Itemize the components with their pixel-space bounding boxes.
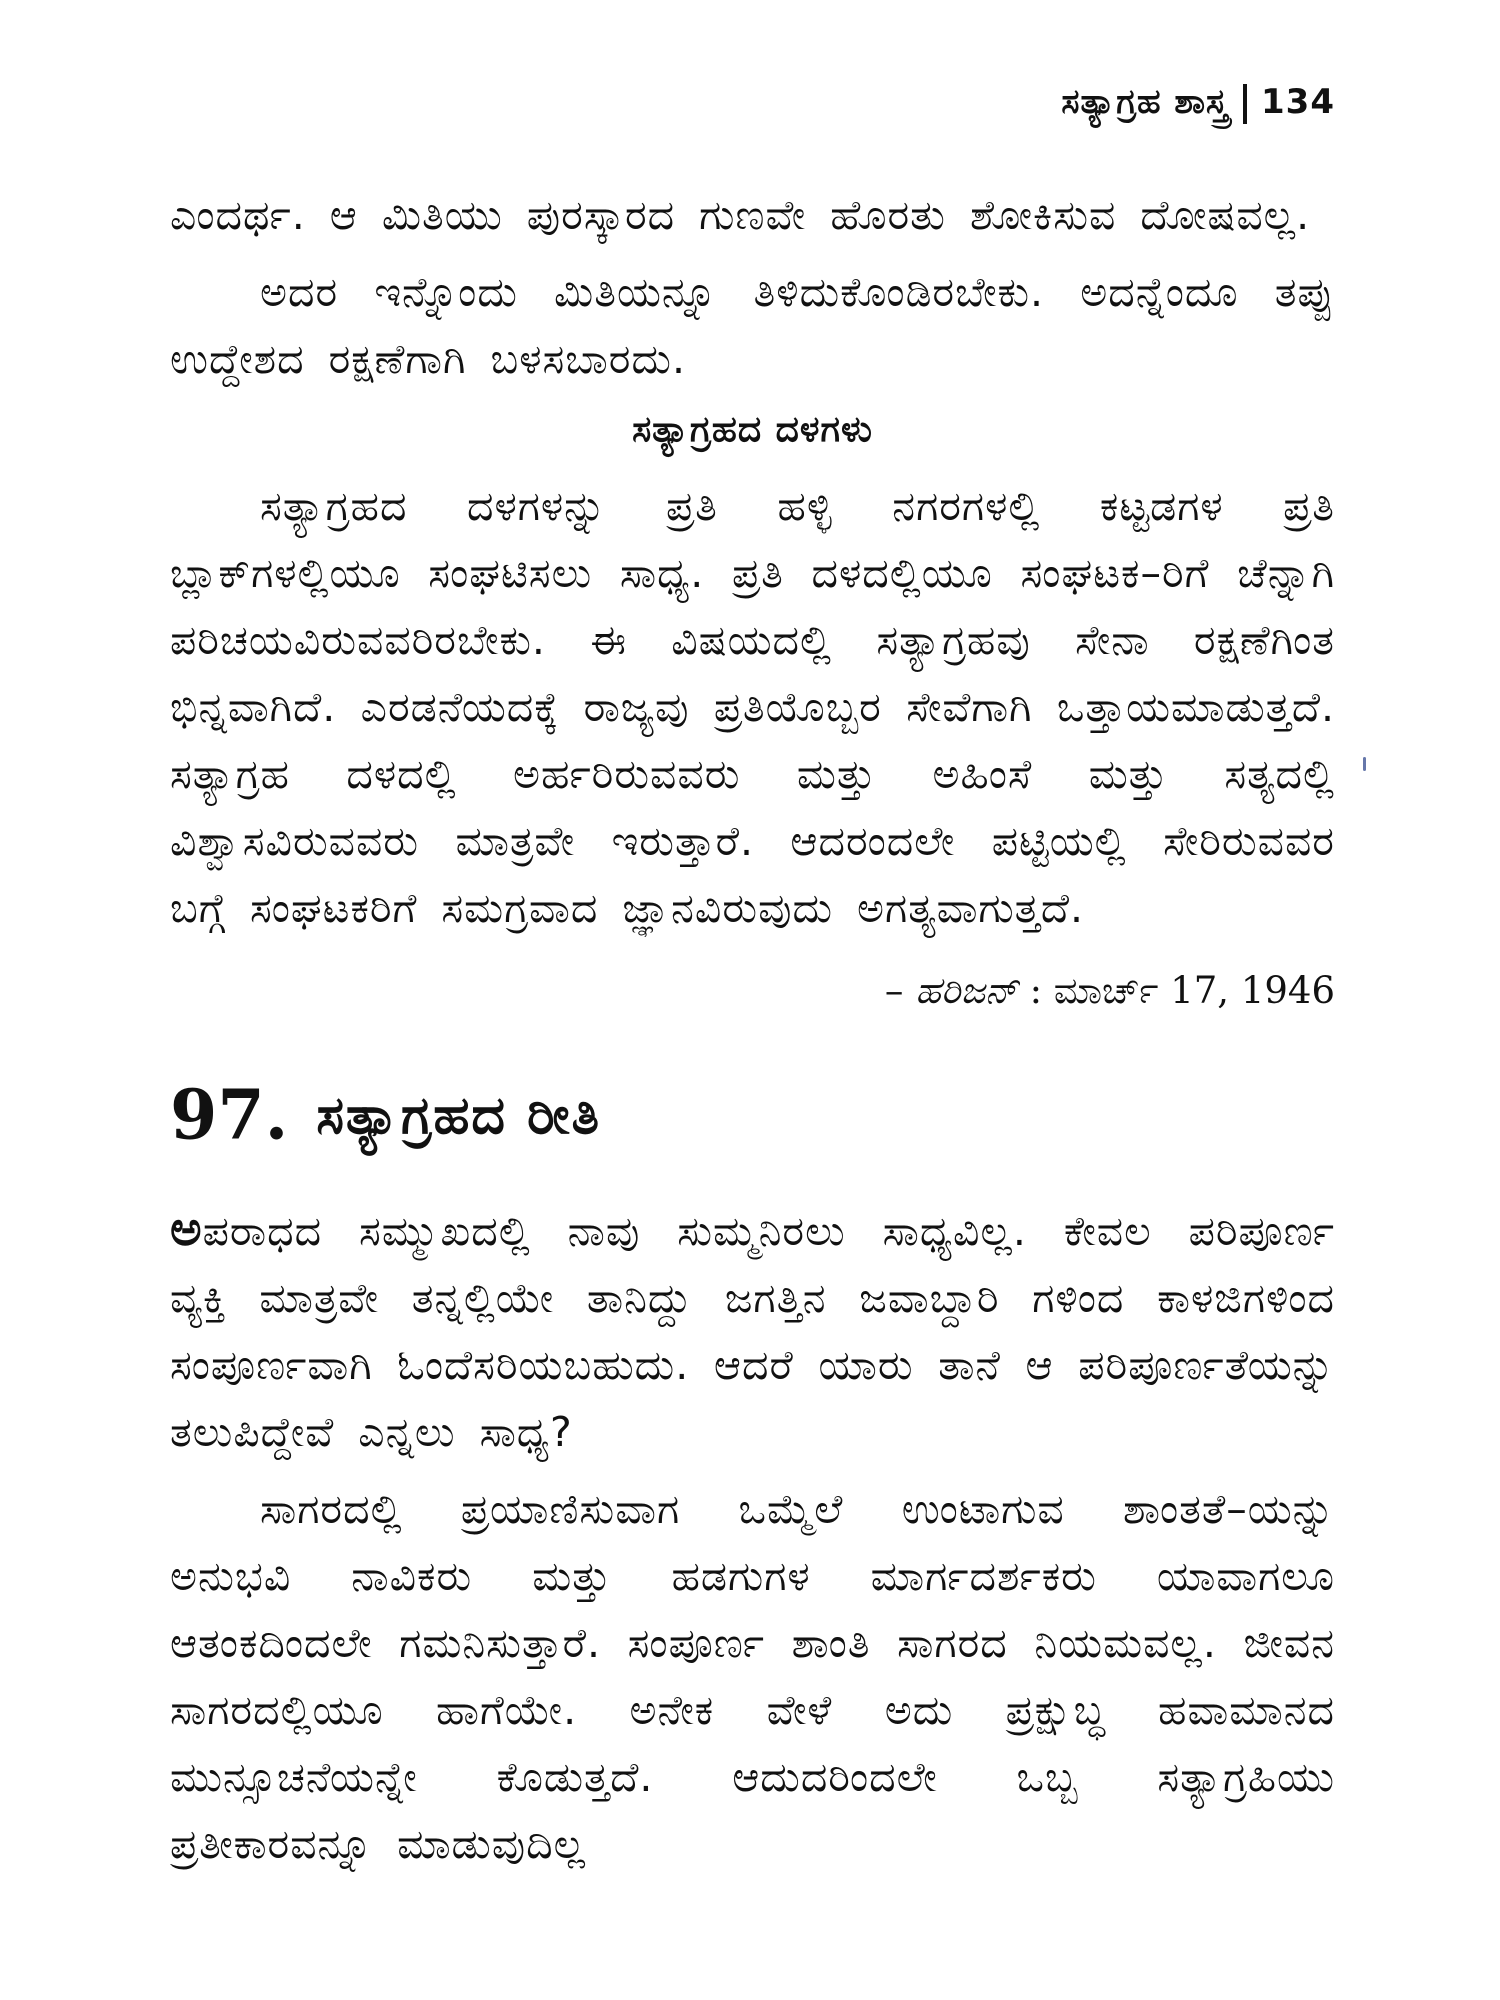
- chapter-second-paragraph: ಸಾಗರದಲ್ಲಿ ಪ್ರಯಾಣಿಸುವಾಗ ಒಮ್ಮೆಲೆ ಉಂಟಾಗುವ ಶಾಂತತೆ–ಯನ್ನು ಅನುಭವಿ ನಾವಿಕರು ಮತ್ತು ಹಡಗುಗಳ ಮಾರ್ಗದರ್ಶಕರು ಯಾವಾಗಲೂ ಆತಂಕದಿಂದಲೇ ಗಮನಿಸುತ್ತಾರೆ. ಸಂಪೂರ್ಣ ಶಾಂತಿ ಸಾಗರದ ನಿಯಮವಲ್ಲ. ಜೀವನ ಸಾಗರದಲ್ಲಿಯೂ ಹಾಗೆಯೇ. ಅನೇಕ ವೇಳೆ ಅದು ಪ್ರಕ್ಷುಬ್ಧ ಹವಾಮಾನದ ಮುನ್ಸೂಚನೆಯನ್ನೇ ಕೊಡುತ್ತದೆ. ಆದುದರಿಂದಲೇ ಒಬ್ಬ ಸತ್ಯಾಗ್ರಹಿಯು ಪ್ರತೀಕಾರವನ್ನೂ ಮಾಡುವುದಿಲ್ಲ: [170, 1485, 1335, 1868]
- book-title: ಸತ್ಯಾಗ್ರಹ ಶಾಸ್ತ್ರ: [1061, 82, 1230, 122]
- running-header: [170, 70, 1335, 134]
- page-number: 134: [1261, 82, 1335, 122]
- paragraph-continued: ಎಂದರ್ಥ. ಆ ಮಿತಿಯು ಪುರಸ್ಕಾರದ ಗುಣವೇ ಹೊರತು ಶೋಕಿಸುವ ದೋಷವಲ್ಲ.: [170, 191, 1311, 239]
- book-page: [170, 70, 1335, 1878]
- citation-colon: :: [1029, 969, 1043, 1012]
- ink-speck: [1363, 757, 1366, 771]
- citation-source: ಹರಿಜನ್: [915, 969, 1018, 1012]
- paragraph-second-limit: ಅದರ ಇನ್ನೊಂದು ಮಿತಿಯನ್ನೂ ತಿಳಿದುಕೊಂಡಿರಬೇಕು. ಅದನ್ನೆಂದೂ ತಪ್ಪು ಉದ್ದೇಶದ ರಕ್ಷಣೆಗಾಗಿ ಬಳಸಬಾರದು.: [170, 268, 1335, 383]
- chapter-first-paragraph: [170, 1196, 1335, 1466]
- chapter-title: ಸತ್ಯಾಗ್ರಹದ ರೀತಿ: [316, 1085, 602, 1146]
- chapter-first-paragraph-text: ಪರಾಧದ ಸಮ್ಮುಖದಲ್ಲಿ ನಾವು ಸುಮ್ಮನಿರಲು ಸಾಧ್ಯವಿಲ್ಲ. ಕೇವಲ ಪರಿಪೂರ್ಣ ವ್ಯಕ್ತಿ ಮಾತ್ರವೇ ತನ್ನಲ್ಲಿಯೇ ತಾನಿದ್ದು ಜಗತ್ತಿನ ಜವಾಬ್ದಾರಿ ಗಳಿಂದ ಕಾಳಜಿಗಳಿಂದ ಸಂಪೂರ್ಣವಾಗಿ ಓಂದೆಸರಿಯಬಹುದು. ಆದರೆ ಯಾರು ತಾನೆ ಆ ಪರಿಪೂರ್ಣತೆಯನ್ನು ತಲುಪಿದ್ದೇವೆ ಎನ್ನಲು ಸಾಧ್ಯ?: [170, 1207, 1335, 1456]
- dropcap-letter: ಅ: [170, 1201, 203, 1257]
- section-paragraph: ಸತ್ಯಾಗ್ರಹದ ದಳಗಳನ್ನು ಪ್ರತಿ ಹಳ್ಳಿ ನಗರಗಳಲ್ಲಿ ಕಟ್ಟಡಗಳ ಪ್ರತಿ ಬ್ಲಾಕ್‌ಗಳಲ್ಲಿಯೂ ಸಂಘಟಿಸಲು ಸಾಧ್ಯ. ಪ್ರತಿ ದಳದಲ್ಲಿಯೂ ಸಂಘಟಕ–ರಿಗೆ ಚೆನ್ನಾಗಿ ಪರಿಚಯವಿರುವವರಿರಬೇಕು. ಈ ವಿಷಯದಲ್ಲಿ ಸತ್ಯಾಗ್ರಹವು ಸೇನಾ ರಕ್ಷಣೆಗಿಂತ ಭಿನ್ನವಾಗಿದೆ. ಎರಡನೆಯದಕ್ಕೆ ರಾಜ್ಯವು ಪ್ರತಿಯೊಬ್ಬರ ಸೇವೆಗಾಗಿ ಒತ್ತಾಯಮಾಡುತ್ತದೆ. ಸತ್ಯಾಗ್ರಹ ದಳದಲ್ಲಿ ಅರ್ಹರಿರುವವರು ಮತ್ತು ಅಹಿಂಸೆ ಮತ್ತು ಸತ್ಯದಲ್ಲಿ ವಿಶ್ವಾಸವಿರುವವರು ಮಾತ್ರವೇ ಇರುತ್ತಾರೆ. ಆದರಂದಲೇ ಪಟ್ಟಿಯಲ್ಲಿ ಸೇರಿರುವವರ ಬಗ್ಗೆ ಸಂಘಟಕರಿಗೆ ಸಮಗ್ರವಾದ ಜ್ಞಾನವಿರುವುದು ಅಗತ್ಯವಾಗುತ್ತದೆ.: [170, 482, 1335, 932]
- citation: [170, 956, 1335, 1026]
- chapter-number: 97.: [170, 1075, 289, 1156]
- citation-dash: –: [884, 969, 904, 1012]
- citation-date: ಮಾರ್ಚ್ 17, 1946: [1053, 969, 1335, 1012]
- header-separator: [1243, 84, 1247, 124]
- section-heading: ಸತ್ಯಾಗ್ರಹದ ದಳಗಳು: [632, 409, 873, 450]
- chapter-heading: [170, 1060, 1335, 1170]
